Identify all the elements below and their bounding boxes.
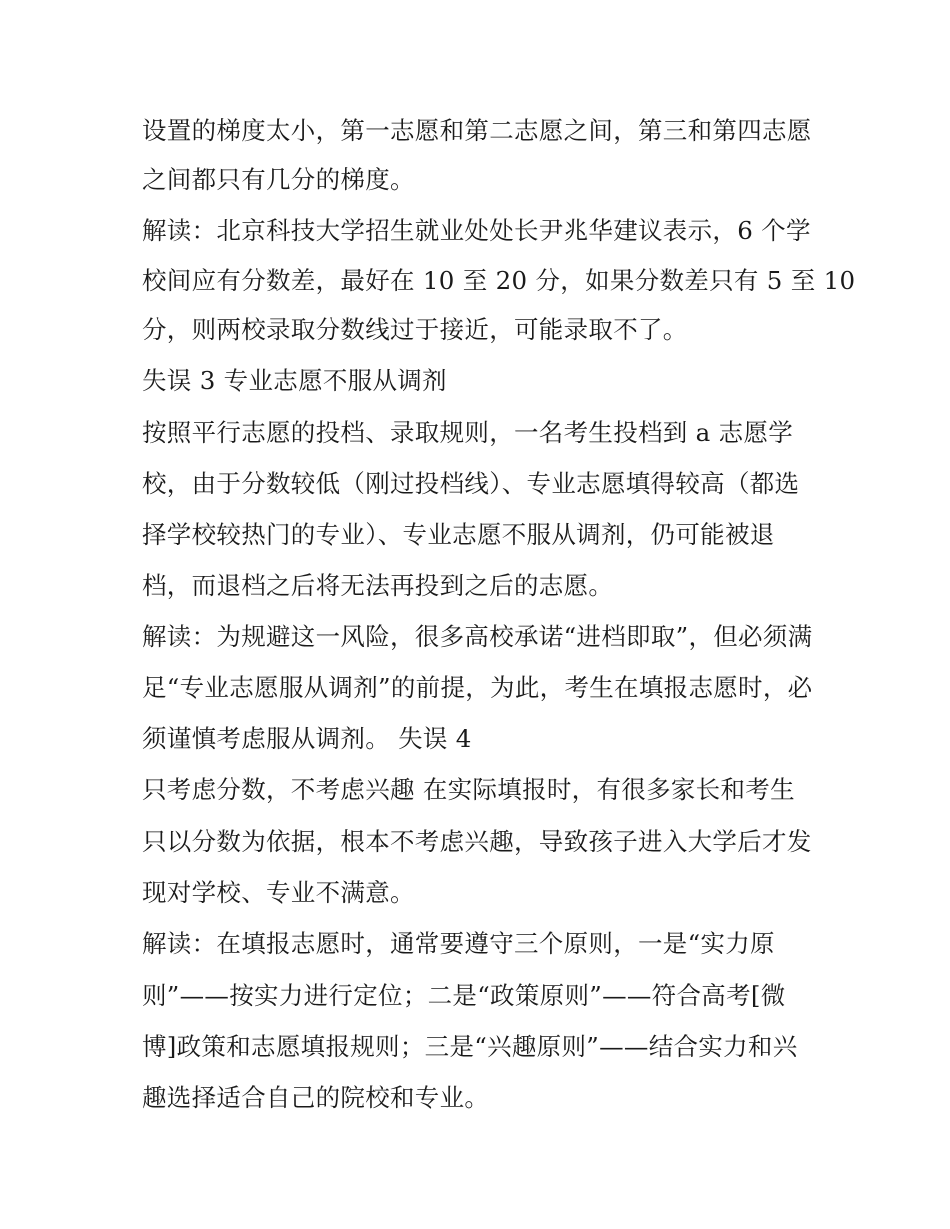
- text-line: 足“专业志愿服从调剂”的前提，为此，考生在填报志愿时，必: [142, 673, 813, 702]
- text-line: 按照平行志愿的投档、录取规则，一名考生投档到 a 志愿学: [142, 418, 794, 447]
- text-line: 则”——按实力进行定位；二是“政策原则”——符合高考[微: [142, 981, 786, 1010]
- section-heading: 失误 3 专业志愿不服从调剂: [142, 366, 447, 395]
- text-line: 解读：北京科技大学招生就业处处长尹兆华建议表示，6 个学: [142, 216, 811, 245]
- text-line: 之间都只有几分的梯度。: [142, 165, 415, 194]
- text-line: 解读：在填报志愿时，通常要遵守三个原则，一是“实力原: [142, 929, 775, 958]
- text-line: 趣选择适合自己的院校和专业。: [142, 1083, 490, 1112]
- text-line: 设置的梯度太小，第一志愿和第二志愿之间，第三和第四志愿: [142, 116, 812, 145]
- text-line: 解读：为规避这一风险，很多高校承诺“进档即取”，但必须满: [142, 622, 813, 651]
- text-line: 只考虑分数，不考虑兴趣 在实际填报时，有很多家长和考生: [142, 775, 795, 804]
- text-line: 校间应有分数差，最好在 10 至 20 分，如果分数差只有 5 至 10: [142, 266, 856, 295]
- text-line: 博]政策和志愿填报规则；三是“兴趣原则”——结合实力和兴: [142, 1032, 798, 1061]
- text-line: 现对学校、专业不满意。: [142, 878, 415, 907]
- text-line: 只以分数为依据，根本不考虑兴趣，导致孩子进入大学后才发: [142, 827, 812, 856]
- text-line: 须谨慎考虑服从调剂。 失误 4: [142, 724, 472, 753]
- text-line: 择学校较热门的专业）、专业志愿不服从调剂，仍可能被退: [142, 520, 775, 549]
- text-line: 分，则两校录取分数线过于接近，可能录取不了。: [142, 315, 688, 344]
- text-line: 档，而退档之后将无法再投到之后的志愿。: [142, 571, 614, 600]
- text-line: 校，由于分数较低（刚过投档线）、专业志愿填得较高（都选: [142, 469, 800, 498]
